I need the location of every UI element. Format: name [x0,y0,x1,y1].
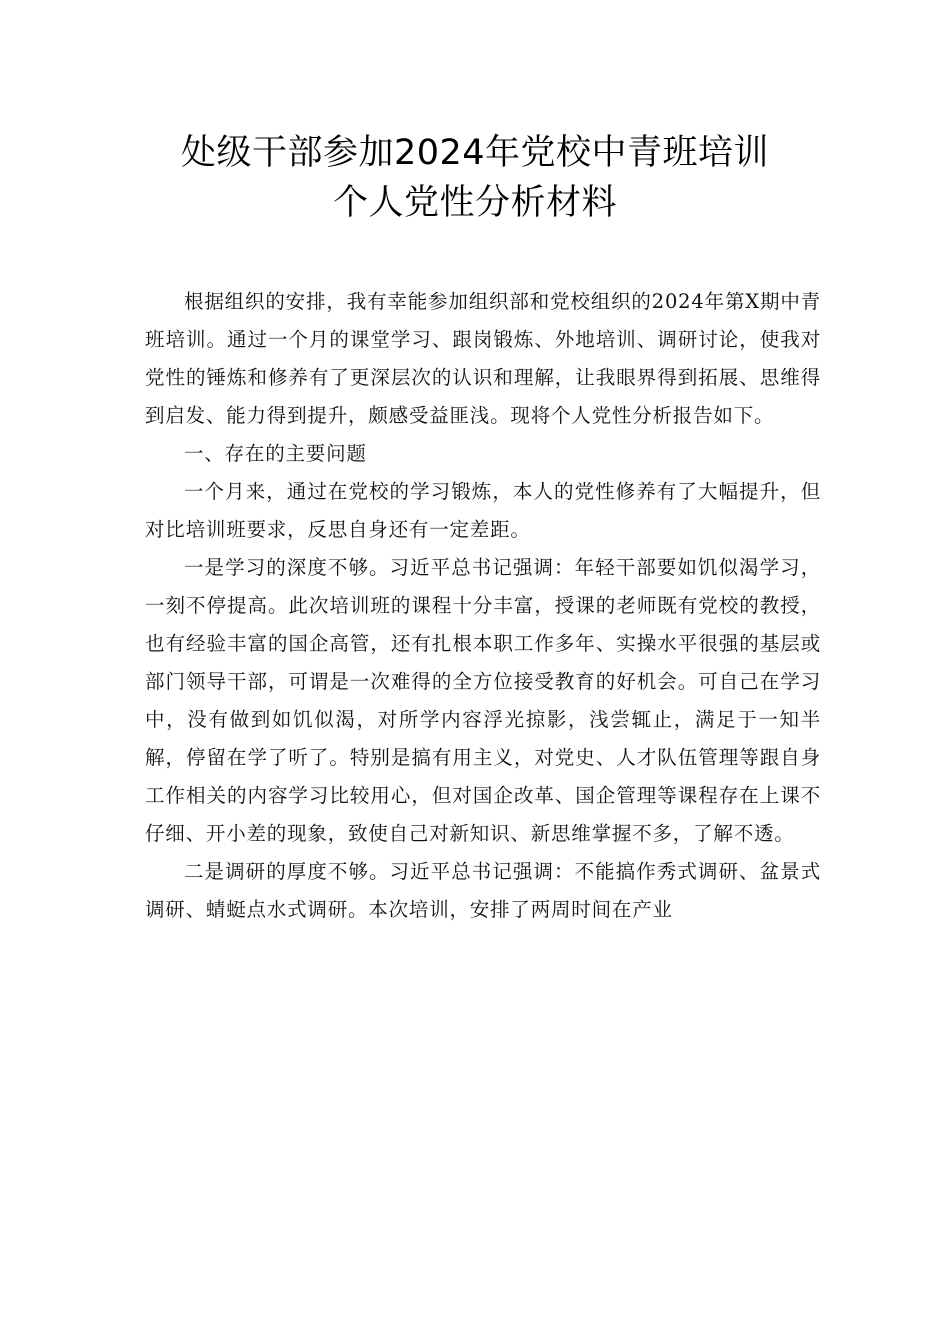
paragraph-research-thickness: 二是调研的厚度不够。习近平总书记强调：不能搞作秀式调研、盆景式调研、蜻蜓点水式调研。本次培训，安排了两周时间在产业 [145,860,821,921]
section-heading-problems: 一、存在的主要问题 [184,442,367,465]
document-title-line-1: 处级干部参加2024年党校中青班培训 [180,133,770,173]
document-title-line-2: 个人党性分析材料 [332,183,617,223]
paragraph-study-depth: 一是学习的深度不够。习近平总书记强调：年轻干部要如饥似渴学习，一刻不停提高。此次培训班的课程十分丰富，授课的老师既有党校的教授，也有经验丰富的国企高管，还有扎根本职工作多年、实操水平很强的基层或部门领导干部，可谓是一次难得的全方位接受教育的好机会。可自己在学习中，没有做到如饥似渴，对所学内容浮光掠影，浅尝辄止，满足于一知半解，停留在学了听了。特别是搞有用主义，对党史、人才队伍管理等跟自身工作相关的内容学习比较用心，但对国企改革、国企管理等课程存在上课不仔细、开小差的现象，致使自己对新知识、新思维掌握不多，了解不透。 [145,556,821,845]
paragraph-intro: 根据组织的安排，我有幸能参加组织部和党校组织的2024年第X期中青班培训。通过一个月的课堂学习、跟岗锻炼、外地培训、调研讨论，使我对党性的锤炼和修养有了更深层次的认识和理解，让我眼界得到拓展、思维得到启发、能力得到提升，颇感受益匪浅。现将个人党性分析报告如下。 [145,290,821,427]
paragraph-overview: 一个月来，通过在党校的学习锻炼，本人的党性修养有了大幅提升，但对比培训班要求，反思自身还有一定差距。 [145,480,821,541]
document-title [0,128,950,228]
document-body [145,283,821,929]
